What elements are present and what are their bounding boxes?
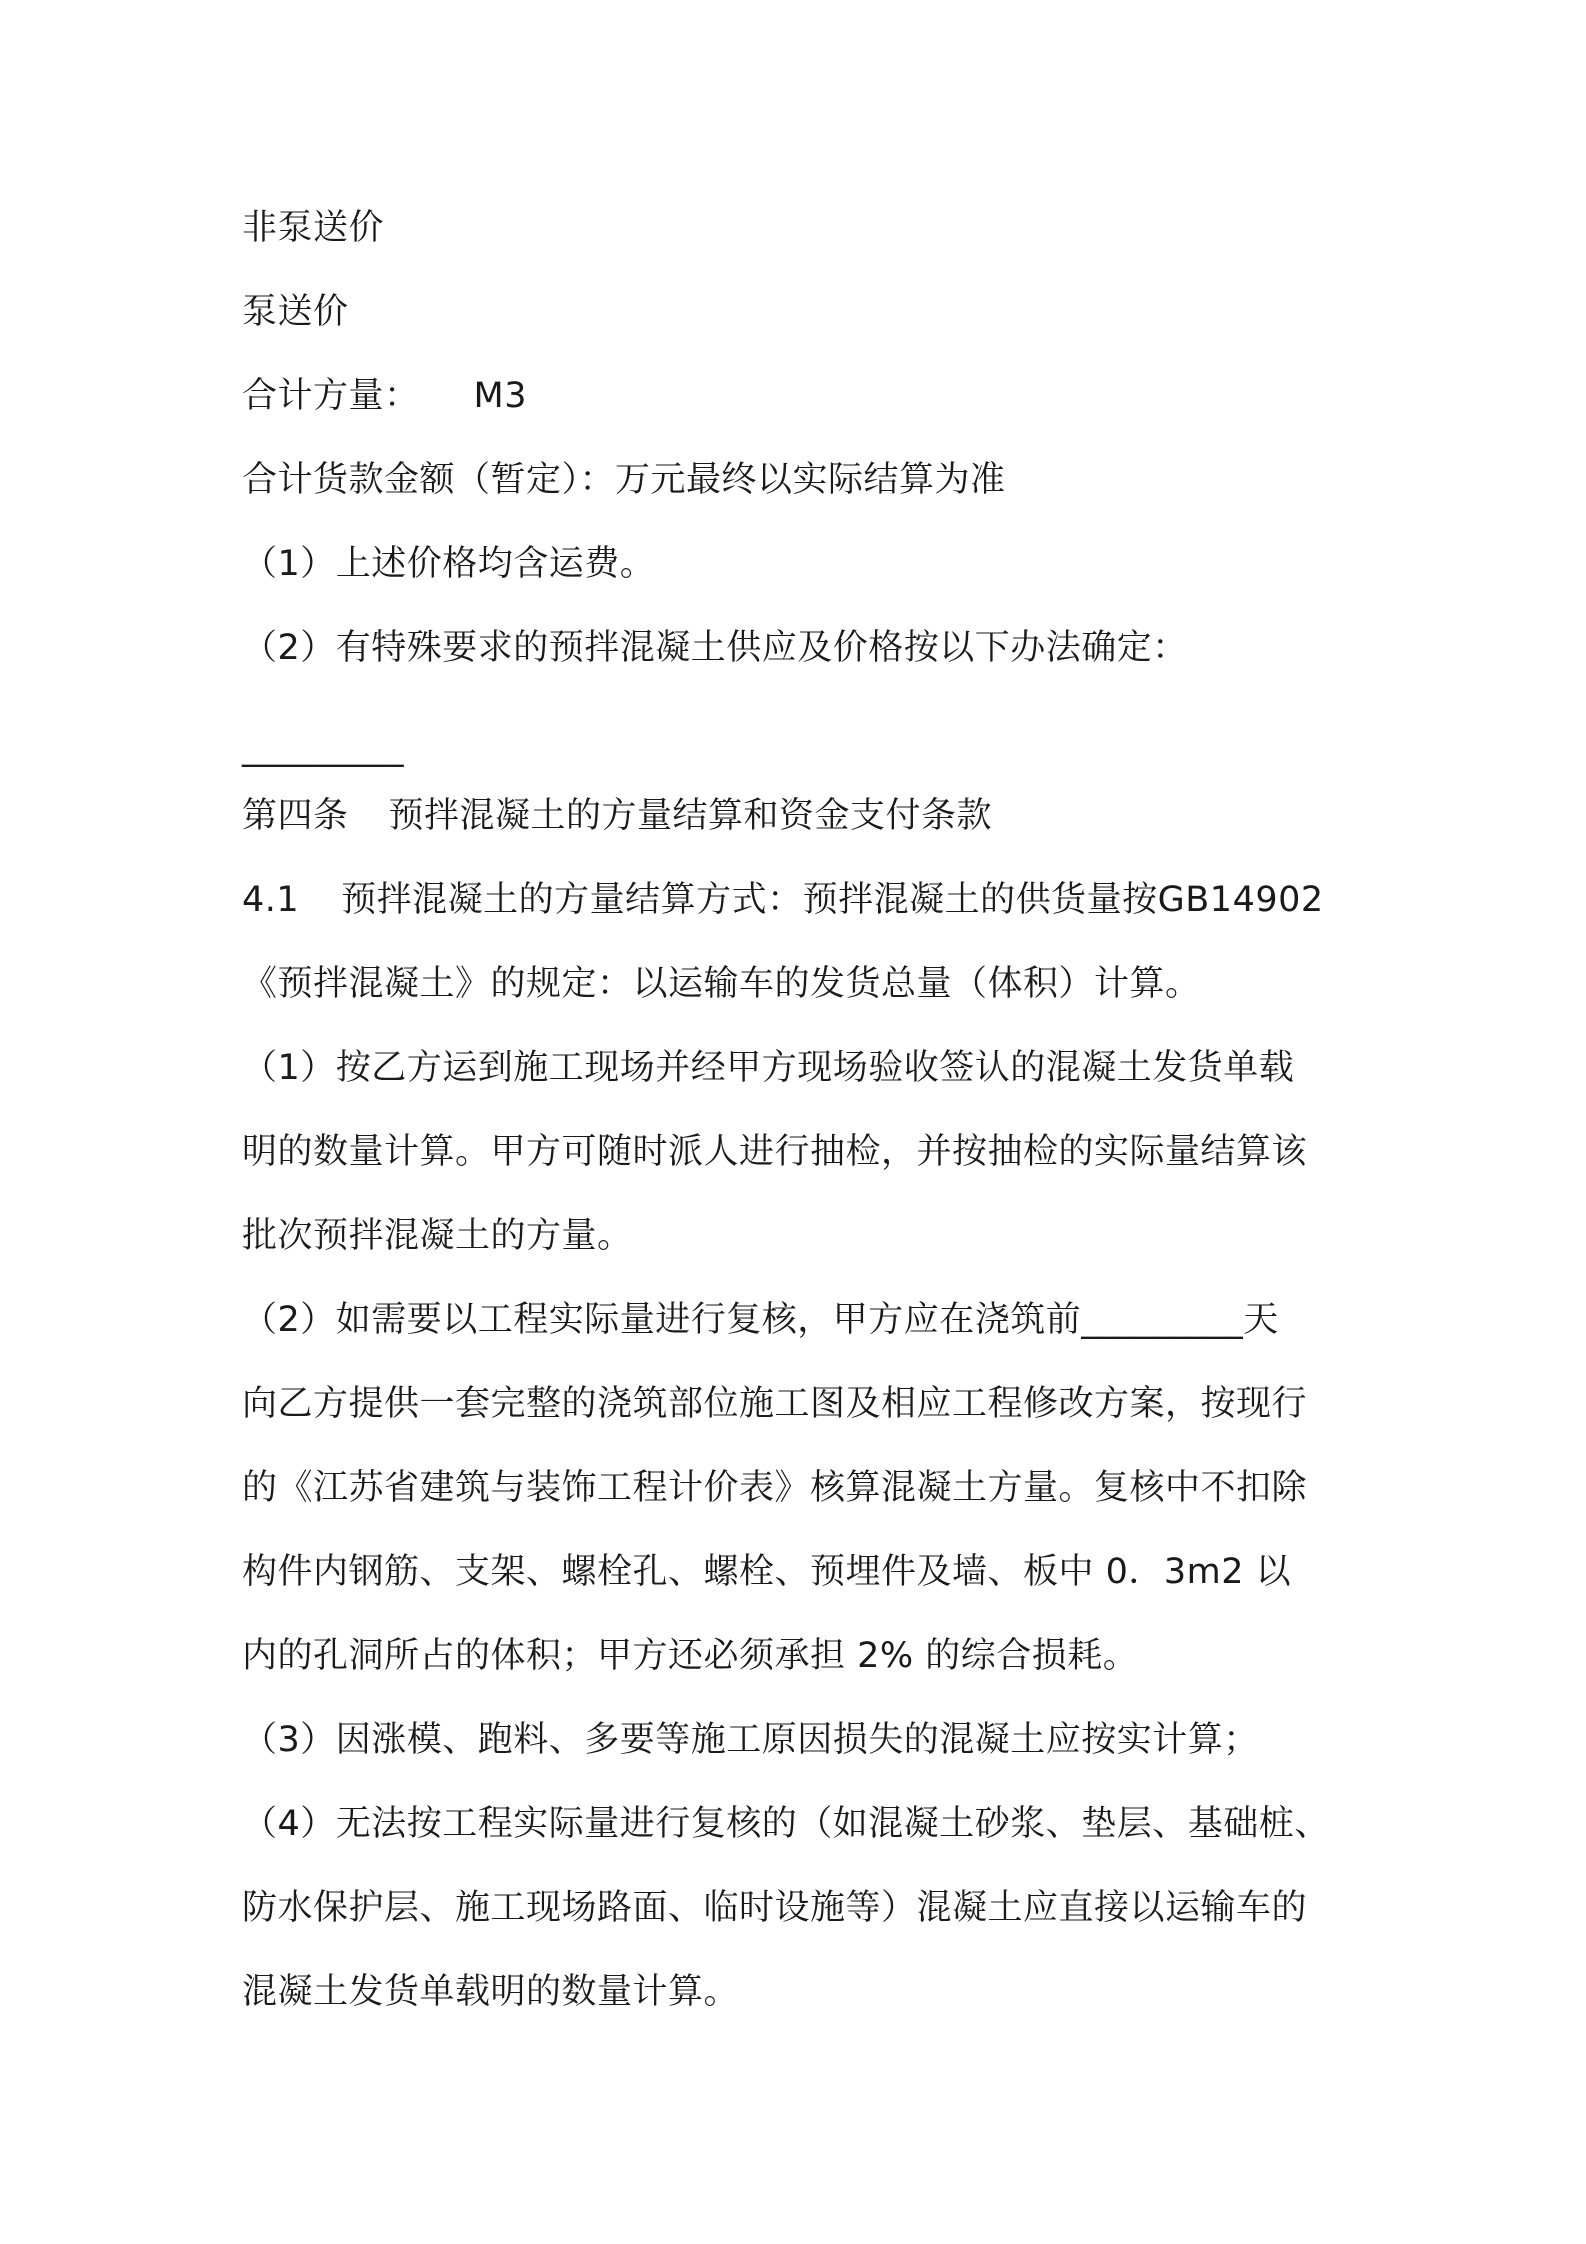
clause-4-1 — [242, 876, 1324, 924]
text-line-10: 《预拌混凝土》的规定：以运输车的发货总量（体积）计算。 — [242, 964, 1201, 1004]
text-line-13: 批次预拌混凝土的方量。 — [242, 1216, 633, 1256]
clause-text: 预拌混凝土的方量结算方式：预拌混凝土的供货量按GB14902 — [341, 880, 1324, 920]
text-line-total-volume — [242, 372, 527, 420]
total-volume-label: 合计方量： — [242, 376, 420, 416]
text-line-19: （3）因涨模、跑料、多要等施工原因损失的混凝土应按实计算； — [242, 1720, 1259, 1760]
text-line-18: 内的孔洞所占的体积；甲方还必须承担 2% 的综合损耗。 — [242, 1636, 1139, 1676]
text-line-20: （4）无法按工程实际量进行复核的（如混凝土砂浆、垫层、基础桩、 — [242, 1804, 1330, 1844]
text-line-22: 混凝土发货单载明的数量计算。 — [242, 1972, 740, 2012]
text-line-pump-price: 泵送价 — [242, 292, 349, 332]
total-volume-unit: M3 — [473, 376, 527, 416]
text-line-15: 向乙方提供一套完整的浇筑部位施工图及相应工程修改方案，按现行 — [242, 1384, 1308, 1424]
blank-underline: _________ — [242, 728, 404, 768]
text-line-item-2: （2）有特殊要求的预拌混凝土供应及价格按以下办法确定： — [242, 628, 1188, 668]
clause-number: 4.1 — [242, 880, 300, 920]
text-line-12: 明的数量计算。甲方可随时派人进行抽检，并按抽检的实际量结算该 — [242, 1132, 1308, 1172]
text-line-total-amount: 合计货款金额（暂定）：万元最终以实际结算为准 — [242, 460, 1006, 500]
article-number: 第四条 — [242, 796, 349, 836]
article-title: 预拌混凝土的方量结算和资金支付条款 — [388, 796, 993, 836]
article-4-heading — [242, 792, 992, 840]
text-line-item-1: （1）上述价格均含运费。 — [242, 544, 656, 584]
text-line-11: （1）按乙方运到施工现场并经甲方现场验收签认的混凝土发货单载 — [242, 1048, 1295, 1088]
text-line-non-pump-price: 非泵送价 — [242, 208, 385, 248]
text-line-14: （2）如需要以工程实际量进行复核，甲方应在浇筑前_________天 — [242, 1300, 1279, 1340]
text-line-16: 的《江苏省建筑与装饰工程计价表》核算混凝土方量。复核中不扣除 — [242, 1468, 1308, 1508]
text-line-17: 构件内钢筋、支架、螺栓孔、螺栓、预埋件及墙、板中 0．3m2 以 — [242, 1552, 1292, 1592]
text-line-21: 防水保护层、施工现场路面、临时设施等）混凝土应直接以运输车的 — [242, 1888, 1308, 1928]
